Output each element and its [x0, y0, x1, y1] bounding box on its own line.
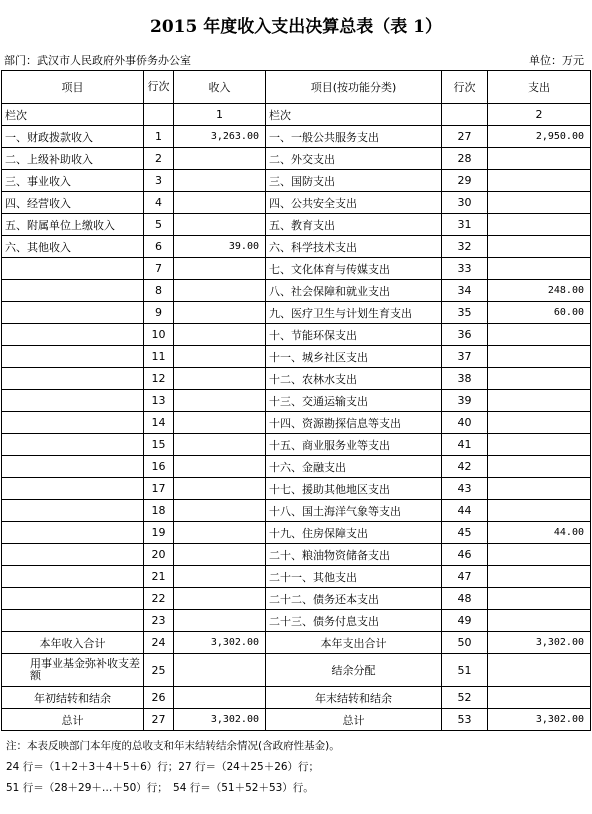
- income-row-no: 6: [144, 236, 174, 258]
- income-item: [2, 566, 144, 588]
- income-item: 六、其他收入: [2, 236, 144, 258]
- expense-row-no: 34: [442, 280, 488, 302]
- expense-amount: 248.00: [488, 280, 591, 302]
- summary-row: [2, 709, 591, 731]
- income-row-no: 10: [144, 324, 174, 346]
- summary-expense-item: 总计: [266, 709, 442, 731]
- expense-item: 十九、住房保障支出: [266, 522, 442, 544]
- expense-item: 八、社会保障和就业支出: [266, 280, 442, 302]
- income-amount: [174, 258, 266, 280]
- summary-income-item: 年初结转和结余: [2, 687, 144, 709]
- summary-row: [2, 687, 591, 709]
- expense-amount: [488, 192, 591, 214]
- expense-amount: [488, 170, 591, 192]
- expense-row-no: 28: [442, 148, 488, 170]
- income-row-no: 1: [144, 126, 174, 148]
- expense-row-no: 43: [442, 478, 488, 500]
- table-row: [2, 566, 591, 588]
- income-item: [2, 500, 144, 522]
- expense-item: 十一、城乡社区支出: [266, 346, 442, 368]
- table-row: [2, 456, 591, 478]
- income-item: [2, 478, 144, 500]
- income-expense-table: [1, 70, 591, 731]
- income-row-no: 18: [144, 500, 174, 522]
- income-amount: [174, 522, 266, 544]
- income-row-no: 14: [144, 412, 174, 434]
- income-amount: [174, 566, 266, 588]
- table-cell: [144, 104, 174, 126]
- summary-expense-row-no: 53: [442, 709, 488, 731]
- expense-amount: [488, 236, 591, 258]
- expense-row-no: 49: [442, 610, 488, 632]
- income-amount: [174, 280, 266, 302]
- income-row-no: 19: [144, 522, 174, 544]
- department-label: 部门：武汉市人民政府外事侨务办公室: [4, 54, 191, 67]
- expense-amount: [488, 346, 591, 368]
- table-row: [2, 346, 591, 368]
- expense-item: 十六、金融支出: [266, 456, 442, 478]
- income-row-no: 21: [144, 566, 174, 588]
- expense-row-no: 45: [442, 522, 488, 544]
- income-row-no: 16: [144, 456, 174, 478]
- expense-item: 二十三、债务付息支出: [266, 610, 442, 632]
- income-amount: [174, 170, 266, 192]
- expense-amount: 44.00: [488, 522, 591, 544]
- income-row-no: 23: [144, 610, 174, 632]
- summary-row: [2, 632, 591, 654]
- table-row: [2, 126, 591, 148]
- summary-expense-row-no: 50: [442, 632, 488, 654]
- income-item: [2, 610, 144, 632]
- note-line: 注：本表反映部门本年度的总收支和年末结转结余情况(含政府性基金)。: [6, 740, 340, 752]
- header-item-func: 项目(按功能分类): [266, 71, 442, 104]
- table-row: [2, 302, 591, 324]
- column-index-value: 1: [174, 104, 266, 126]
- expense-item: 十七、援助其他地区支出: [266, 478, 442, 500]
- expense-row-no: 27: [442, 126, 488, 148]
- income-row-no: 13: [144, 390, 174, 412]
- summary-expense-row-no: 52: [442, 687, 488, 709]
- expense-item: 十四、资源勘探信息等支出: [266, 412, 442, 434]
- table-row: [2, 148, 591, 170]
- expense-amount: [488, 500, 591, 522]
- table-row: [2, 390, 591, 412]
- expense-row-no: 38: [442, 368, 488, 390]
- summary-income-amount: [174, 687, 266, 709]
- summary-expense-amount: 3,302.00: [488, 632, 591, 654]
- expense-row-no: 40: [442, 412, 488, 434]
- expense-amount: [488, 588, 591, 610]
- header-expense: 支出: [488, 71, 591, 104]
- summary-income-row-no: 24: [144, 632, 174, 654]
- expense-amount: [488, 324, 591, 346]
- expense-row-no: 32: [442, 236, 488, 258]
- expense-item: 十三、交通运输支出: [266, 390, 442, 412]
- expense-amount: [488, 412, 591, 434]
- column-index-label: 栏次: [266, 104, 442, 126]
- expense-item: 六、科学技术支出: [266, 236, 442, 258]
- summary-income-row-no: 27: [144, 709, 174, 731]
- income-item: [2, 324, 144, 346]
- expense-row-no: 36: [442, 324, 488, 346]
- income-amount: [174, 456, 266, 478]
- income-row-no: 22: [144, 588, 174, 610]
- income-row-no: 5: [144, 214, 174, 236]
- expense-amount: [488, 258, 591, 280]
- column-index-value: 2: [488, 104, 591, 126]
- income-item: [2, 390, 144, 412]
- table-row: [2, 258, 591, 280]
- column-index-label: 栏次: [2, 104, 144, 126]
- expense-item: 三、国防支出: [266, 170, 442, 192]
- income-item: 三、事业收入: [2, 170, 144, 192]
- income-item: [2, 412, 144, 434]
- income-item: 五、附属单位上缴收入: [2, 214, 144, 236]
- expense-item: 二十一、其他支出: [266, 566, 442, 588]
- header-income: 收入: [174, 71, 266, 104]
- expense-item: 二十、粮油物资储备支出: [266, 544, 442, 566]
- unit-label: 单位：万元: [529, 54, 584, 67]
- expense-item: 四、公共安全支出: [266, 192, 442, 214]
- expense-row-no: 30: [442, 192, 488, 214]
- expense-row-no: 42: [442, 456, 488, 478]
- expense-item: 十、节能环保支出: [266, 324, 442, 346]
- income-amount: [174, 368, 266, 390]
- expense-item: 一、一般公共服务支出: [266, 126, 442, 148]
- income-amount: [174, 346, 266, 368]
- expense-amount: [488, 390, 591, 412]
- income-amount: [174, 192, 266, 214]
- income-item: [2, 456, 144, 478]
- table-row: [2, 588, 591, 610]
- expense-row-no: 46: [442, 544, 488, 566]
- column-index-row: [2, 104, 591, 126]
- income-row-no: 12: [144, 368, 174, 390]
- income-item: [2, 544, 144, 566]
- expense-amount: [488, 434, 591, 456]
- summary-expense-row-no: 51: [442, 654, 488, 687]
- income-item: [2, 346, 144, 368]
- income-amount: [174, 302, 266, 324]
- income-row-no: 4: [144, 192, 174, 214]
- summary-income-item: 用事业基金弥补收支差额: [2, 654, 144, 687]
- expense-item: 五、教育支出: [266, 214, 442, 236]
- income-amount: [174, 478, 266, 500]
- income-row-no: 3: [144, 170, 174, 192]
- income-item: [2, 368, 144, 390]
- note-line: 51 行＝（28＋29＋…＋50）行； 54 行＝（51＋52＋53）行。: [6, 782, 314, 794]
- expense-amount: [488, 478, 591, 500]
- summary-expense-item: 结余分配: [266, 654, 442, 687]
- summary-income-item: 本年收入合计: [2, 632, 144, 654]
- table-row: [2, 500, 591, 522]
- table-row: [2, 214, 591, 236]
- summary-income-amount: [174, 654, 266, 687]
- expense-row-no: 48: [442, 588, 488, 610]
- income-item: [2, 258, 144, 280]
- expense-row-no: 29: [442, 170, 488, 192]
- income-row-no: 9: [144, 302, 174, 324]
- expense-item: 二十二、债务还本支出: [266, 588, 442, 610]
- income-row-no: 8: [144, 280, 174, 302]
- summary-expense-amount: [488, 654, 591, 687]
- summary-income-row-no: 26: [144, 687, 174, 709]
- expense-row-no: 41: [442, 434, 488, 456]
- income-item: [2, 302, 144, 324]
- table-row: [2, 280, 591, 302]
- report-title: 2015 年度收入支出决算总表（表 1）: [150, 17, 442, 37]
- expense-row-no: 44: [442, 500, 488, 522]
- summary-expense-amount: 3,302.00: [488, 709, 591, 731]
- income-row-no: 15: [144, 434, 174, 456]
- income-amount: [174, 148, 266, 170]
- summary-row: [2, 654, 591, 687]
- income-item: 四、经营收入: [2, 192, 144, 214]
- table-notes: [6, 736, 340, 799]
- table-row: [2, 324, 591, 346]
- table-row: [2, 412, 591, 434]
- expense-amount: [488, 544, 591, 566]
- table-row: [2, 236, 591, 258]
- expense-amount: [488, 214, 591, 236]
- expense-amount: [488, 610, 591, 632]
- expense-row-no: 33: [442, 258, 488, 280]
- summary-income-row-no: 25: [144, 654, 174, 687]
- income-amount: 39.00: [174, 236, 266, 258]
- table-cell: [442, 104, 488, 126]
- income-item: [2, 434, 144, 456]
- table-row: [2, 478, 591, 500]
- expense-amount: [488, 566, 591, 588]
- expense-row-no: 39: [442, 390, 488, 412]
- income-row-no: 7: [144, 258, 174, 280]
- income-amount: [174, 610, 266, 632]
- table-row: [2, 192, 591, 214]
- summary-income-amount: 3,302.00: [174, 632, 266, 654]
- income-amount: 3,263.00: [174, 126, 266, 148]
- summary-income-amount: 3,302.00: [174, 709, 266, 731]
- table-row: [2, 170, 591, 192]
- table-row: [2, 544, 591, 566]
- income-item: 二、上级补助收入: [2, 148, 144, 170]
- header-row-no: 行次: [144, 71, 174, 104]
- expense-item: 七、文化体育与传媒支出: [266, 258, 442, 280]
- expense-row-no: 31: [442, 214, 488, 236]
- expense-item: 二、外交支出: [266, 148, 442, 170]
- expense-item: 九、医疗卫生与计划生育支出: [266, 302, 442, 324]
- summary-expense-item: 年末结转和结余: [266, 687, 442, 709]
- income-amount: [174, 324, 266, 346]
- income-item: [2, 522, 144, 544]
- table-row: [2, 522, 591, 544]
- header-row-no-2: 行次: [442, 71, 488, 104]
- expense-row-no: 35: [442, 302, 488, 324]
- expense-row-no: 47: [442, 566, 488, 588]
- income-amount: [174, 588, 266, 610]
- expense-amount: [488, 368, 591, 390]
- header-item: 项目: [2, 71, 144, 104]
- expense-amount: [488, 148, 591, 170]
- income-row-no: 17: [144, 478, 174, 500]
- table-row: [2, 610, 591, 632]
- expense-amount: 2,950.00: [488, 126, 591, 148]
- income-row-no: 2: [144, 148, 174, 170]
- income-item: 一、财政拨款收入: [2, 126, 144, 148]
- expense-amount: 60.00: [488, 302, 591, 324]
- income-item: [2, 588, 144, 610]
- income-item: [2, 280, 144, 302]
- income-amount: [174, 390, 266, 412]
- income-amount: [174, 412, 266, 434]
- table-row: [2, 434, 591, 456]
- income-amount: [174, 544, 266, 566]
- income-amount: [174, 500, 266, 522]
- income-amount: [174, 214, 266, 236]
- table-row: [2, 368, 591, 390]
- income-row-no: 11: [144, 346, 174, 368]
- expense-item: 十二、农林水支出: [266, 368, 442, 390]
- income-amount: [174, 434, 266, 456]
- income-row-no: 20: [144, 544, 174, 566]
- table-header-row: [2, 71, 591, 104]
- summary-income-item: 总计: [2, 709, 144, 731]
- expense-row-no: 37: [442, 346, 488, 368]
- summary-expense-amount: [488, 687, 591, 709]
- expense-item: 十五、商业服务业等支出: [266, 434, 442, 456]
- expense-amount: [488, 456, 591, 478]
- expense-item: 十八、国土海洋气象等支出: [266, 500, 442, 522]
- summary-expense-item: 本年支出合计: [266, 632, 442, 654]
- note-line: 24 行＝（1＋2＋3＋4＋5＋6）行；27 行＝（24＋25＋26）行；: [6, 761, 320, 773]
